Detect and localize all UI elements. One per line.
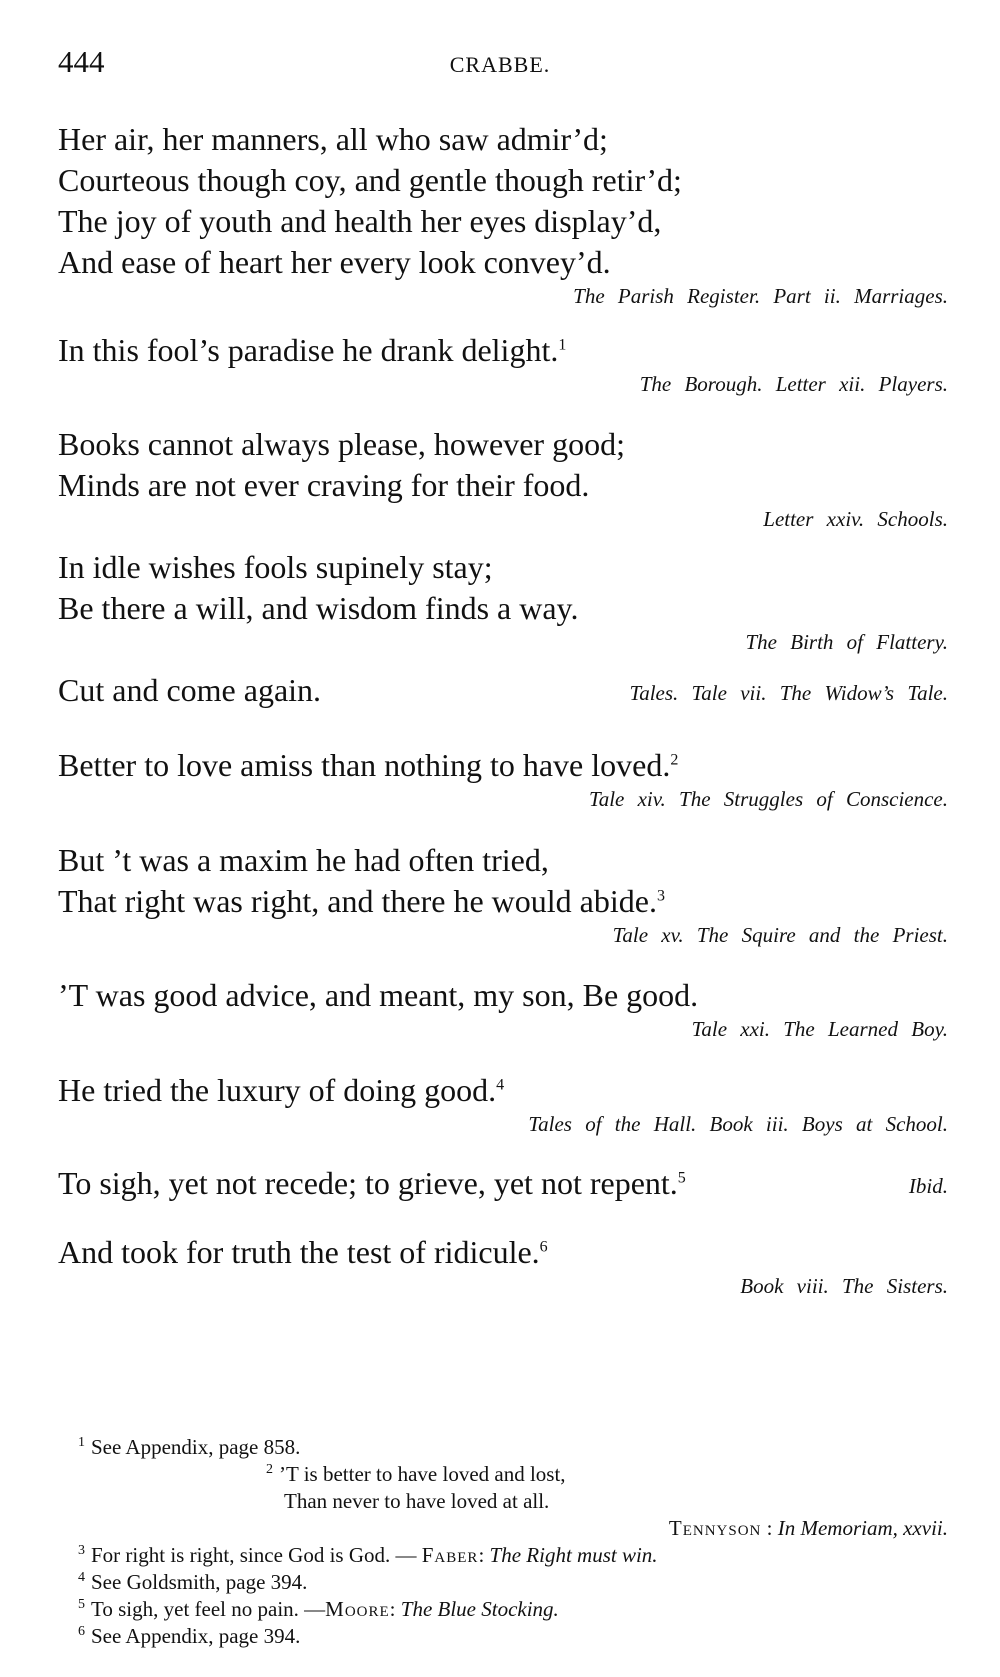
- page-header: [58, 44, 942, 84]
- verse-line: That right was right, and there he would abide.$^3$: [58, 883, 665, 919]
- footnote-marker: 3: [656, 887, 665, 905]
- footnote-marker: 5: [677, 1169, 686, 1187]
- verse-line: But ’t was a maxim he had often tried,: [58, 842, 549, 878]
- footnote-3: $^3$ For right is right, since God is God. — Faber: The Right must win.: [78, 1543, 658, 1567]
- footnote-2: $^2$ ’T is better to have loved and lost,: [266, 1462, 566, 1486]
- quote-block: [58, 745, 948, 812]
- quote-attribution: The Borough. Letter xii. Players.: [639, 372, 948, 396]
- quote-attribution: The Birth of Flattery.: [745, 630, 948, 654]
- verse-line: In idle wishes fools supinely stay;: [58, 549, 493, 585]
- footnotes: [78, 1434, 948, 1650]
- verse-line: Better to love amiss than nothing to have loved.$^2$: [58, 747, 679, 783]
- footnote-4: $^4$ See Goldsmith, page 394.: [78, 1570, 308, 1594]
- footnote-marker: 2: [670, 751, 679, 769]
- quote-attribution: Tales. Tale vii. The Widow’s Tale.: [629, 681, 948, 705]
- quote-attribution: Book viii. The Sisters.: [740, 1274, 948, 1298]
- verse-line: ’T was good advice, and meant, my son, Be good.: [58, 977, 699, 1013]
- verse-line: He tried the luxury of doing good.$^4$: [58, 1072, 505, 1108]
- footnote-marker: 4: [496, 1076, 505, 1094]
- quote-block: [58, 1232, 948, 1299]
- page-number: 444: [58, 44, 105, 79]
- footnote-2-line2: Than never to have loved at all.: [284, 1489, 550, 1513]
- verse-line: To sigh, yet not recede; to grieve, yet not repent.$^5$: [58, 1165, 686, 1201]
- quote-attribution: Tale xv. The Squire and the Priest.: [612, 923, 948, 947]
- verse-line: Books cannot always please, however good;: [58, 426, 625, 462]
- quote-block: [58, 330, 948, 397]
- quote-attribution: Letter xxiv. Schools.: [763, 507, 948, 531]
- verse-line: Cut and come again.: [58, 672, 322, 708]
- quote-attribution: The Parish Register. Part ii. Marriages.: [573, 284, 948, 308]
- footnote-marker: 6: [539, 1238, 548, 1256]
- quote-block: [58, 975, 948, 1042]
- footnote-2-source: Tennyson : In Memoriam, xxvii.: [668, 1516, 948, 1540]
- footnote-5: $^5$ To sigh, yet feel no pain. —Moore: The Blue Stocking.: [78, 1597, 559, 1621]
- footnote-marker: 1: [558, 336, 567, 354]
- quote-block: [58, 547, 948, 655]
- verse-line: Courteous though coy, and gentle though retir’d;: [58, 162, 682, 198]
- verse-line: And ease of heart her every look convey’d.: [58, 244, 611, 280]
- quote-block: [58, 424, 948, 532]
- footnote-6: $^6$ See Appendix, page 394.: [78, 1624, 301, 1648]
- quote-attribution: Tales of the Hall. Book iii. Boys at School.: [528, 1112, 948, 1136]
- footnote-1: $^1$ See Appendix, page 858.: [78, 1435, 301, 1459]
- verse-line: Minds are not ever craving for their food.: [58, 467, 590, 503]
- verse-line: And took for truth the test of ridicule.$^6$: [58, 1234, 548, 1270]
- verse-line: The joy of youth and health her eyes display’d,: [58, 203, 662, 239]
- verse-line: Be there a will, and wisdom finds a way.: [58, 590, 579, 626]
- quote-block: [58, 840, 948, 948]
- quote-attribution: Ibid.: [908, 1174, 948, 1198]
- quote-attribution: Tale xiv. The Struggles of Conscience.: [588, 787, 948, 811]
- quote-block: [58, 1070, 948, 1137]
- verse-line: Her air, her manners, all who saw admir’d;: [58, 121, 608, 157]
- quote-block: [58, 1163, 948, 1204]
- quote-block: [58, 670, 948, 711]
- verse-line: In this fool’s paradise he drank delight.$^1$: [58, 332, 567, 368]
- running-head: CRABBE.: [449, 52, 551, 77]
- quote-attribution: Tale xxi. The Learned Boy.: [691, 1017, 948, 1041]
- quote-block: [58, 119, 948, 309]
